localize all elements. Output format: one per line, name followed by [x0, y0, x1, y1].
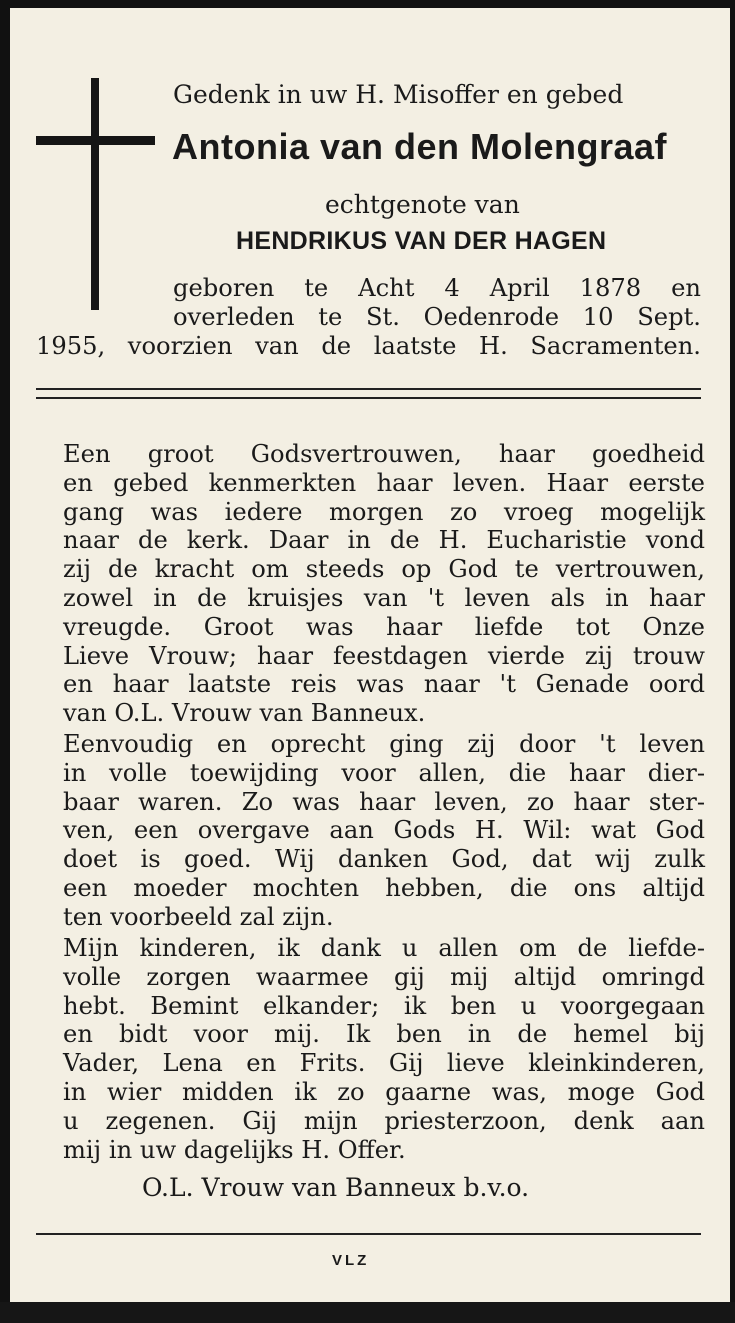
relation-line: echtgenote van: [325, 190, 520, 219]
paragraph-line: naar de kerk. Daar in de H. Eucharistie vond: [63, 526, 705, 555]
paragraph-line: Een groot Godsvertrouwen, haar goedheid: [63, 440, 705, 468]
paragraph-line: Lieve Vrouw; haar feestdagen vierde zij trouw: [63, 641, 705, 670]
paragraph-line: gang was iedere morgen zo vroeg mogelijk: [63, 497, 705, 526]
closing-line: O.L. Vrouw van Banneux b.v.o.: [142, 1173, 530, 1202]
cross-icon: [91, 78, 99, 310]
deceased-name: Antonia van den Molengraaf: [172, 126, 668, 167]
paragraph-line: ten voorbeeld zal zijn.: [63, 902, 334, 931]
paragraph-line: en gebed kenmerkten haar leven. Haar eerste: [63, 468, 705, 497]
paragraph-line: Mijn kinderen, ik dank u allen om de liefde-: [63, 934, 705, 962]
cross-icon-bar: [36, 136, 155, 145]
printer-mark: VLZ: [332, 1252, 370, 1269]
paragraph-line: een moeder mochten hebben, die ons altijd: [63, 873, 705, 902]
memorial-card: [10, 8, 730, 1302]
birth-death-block: [173, 274, 701, 332]
paragraph-line: volle zorgen waarmee gij mij altijd omringd: [63, 962, 705, 991]
sacrament-block: [36, 332, 701, 361]
divider-top: [36, 388, 701, 390]
paragraph-line: zij de kracht om steeds op God te vertrouwen,: [63, 555, 705, 584]
paragraph-line: baar waren. Zo was haar leven, zo haar ster-: [63, 787, 705, 816]
paragraph-line: mij in uw dagelijks H. Offer.: [63, 1135, 406, 1164]
divider-bottom: [36, 1233, 701, 1235]
paragraph-line: in volle toewijding voor allen, die haar dier-: [63, 758, 705, 787]
paragraph-line: van O.L. Vrouw van Banneux.: [63, 699, 426, 728]
spouse-name: HENDRIKUS VAN DER HAGEN: [236, 227, 607, 255]
paragraph-line: zowel in de kruisjes van 't leven als in haar: [63, 583, 705, 612]
sacrament-line: 1955, voorzien van de laatste H. Sacramenten.: [36, 332, 701, 360]
paragraph-line: u zegenen. Gij mijn priesterzoon, denk aan: [63, 1106, 705, 1135]
paragraph-line: in wier midden ik zo gaarne was, moge God: [63, 1077, 705, 1106]
birth-line: geboren te Acht 4 April 1878 en: [173, 274, 701, 302]
intro-line: Gedenk in uw H. Misoffer en gebed: [173, 80, 624, 109]
paragraph-3: [63, 934, 705, 1164]
paragraph-2: [63, 730, 705, 932]
paragraph-line: doet is goed. Wij danken God, dat wij zulk: [63, 845, 705, 874]
paragraph-line: Eenvoudig en oprecht ging zij door 't leven: [63, 730, 705, 758]
paragraph-line: hebt. Bemint elkander; ik ben u voorgegaan: [63, 991, 705, 1020]
death-line: overleden te St. Oedenrode 10 Sept.: [173, 302, 701, 331]
paragraph-line: vreugde. Groot was haar liefde tot Onze: [63, 612, 705, 641]
paragraph-line: en haar laatste reis was naar 't Genade oord: [63, 670, 705, 699]
paragraph-line: en bidt voor mij. Ik ben in de hemel bij: [63, 1020, 705, 1049]
paragraph-line: Vader, Lena en Frits. Gij lieve kleinkinderen,: [63, 1049, 705, 1078]
divider-top-second: [36, 397, 701, 399]
scan-bottom-edge: [0, 1302, 735, 1323]
paragraph-1: [63, 440, 705, 728]
paragraph-line: ven, een overgave aan Gods H. Wil: wat God: [63, 816, 705, 845]
